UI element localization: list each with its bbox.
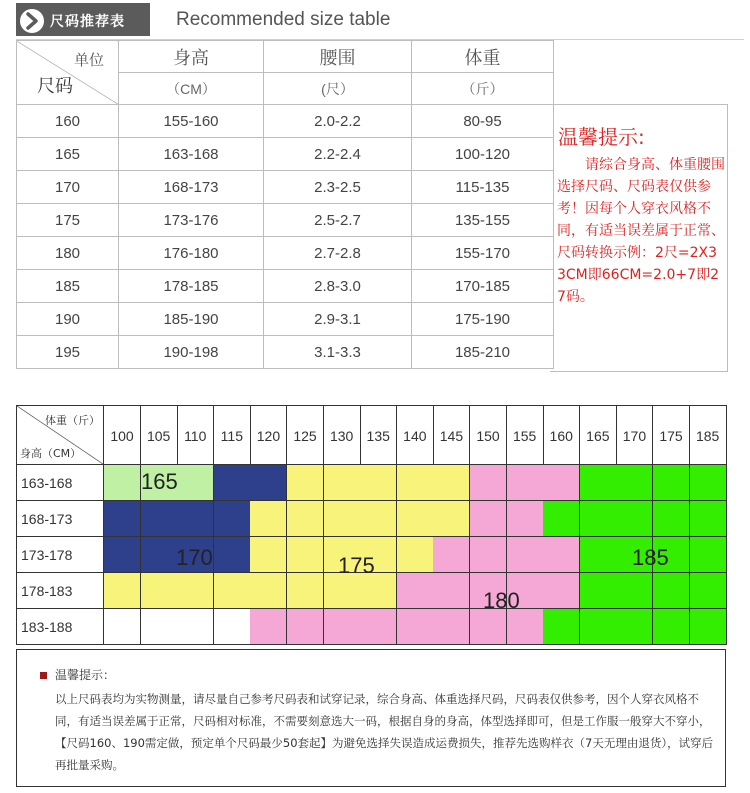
cell-height: 155-160 — [119, 105, 264, 138]
grid-cell — [397, 465, 434, 501]
cell-weight: 100-120 — [412, 138, 554, 171]
weight-header-cell: 110 — [177, 405, 214, 465]
cell-weight: 135-155 — [412, 204, 554, 237]
grid-cell — [507, 465, 544, 501]
grid-cell — [690, 465, 727, 501]
size-table-body — [17, 105, 554, 369]
height-row-label: 173-178 — [16, 537, 104, 573]
table-row — [17, 237, 554, 270]
cell-size: 170 — [17, 171, 119, 204]
grid-cell — [580, 501, 617, 537]
weight-header-cell: 130 — [324, 405, 361, 465]
grid-cell — [690, 609, 727, 645]
cell-weight: 175-190 — [412, 303, 554, 336]
height-row-label: 168-173 — [16, 501, 104, 537]
grid-cell — [616, 501, 653, 537]
grid-cell — [507, 537, 544, 573]
size-table-corner — [17, 41, 119, 105]
weight-header-cell: 155 — [507, 405, 544, 465]
header-tab — [16, 3, 150, 36]
table-row — [17, 171, 554, 204]
cell-size: 190 — [17, 303, 119, 336]
page-header — [16, 3, 744, 40]
weight-header-cell: 115 — [214, 405, 251, 465]
grid-cell — [580, 465, 617, 501]
grid-cell — [580, 537, 617, 573]
column-header-waist: 腰围 — [264, 41, 412, 73]
height-row-label: 183-188 — [16, 609, 104, 645]
zone-label: 170 — [176, 545, 213, 570]
cell-waist: 2.9-3.1 — [264, 303, 412, 336]
grid-cell — [104, 609, 141, 645]
grid-cell — [433, 573, 470, 609]
cell-size: 185 — [17, 270, 119, 303]
grid-cell — [616, 609, 653, 645]
grid-cell — [324, 609, 361, 645]
table-row — [17, 204, 554, 237]
size-table — [16, 40, 554, 369]
grid-cell — [433, 609, 470, 645]
tips-box — [550, 104, 728, 372]
note-title: 温馨提示： — [55, 668, 116, 682]
grid-cell — [360, 465, 397, 501]
grid-cell — [177, 501, 214, 537]
grid-cell — [177, 573, 214, 609]
cell-weight: 115-135 — [412, 171, 554, 204]
weight-header-cell: 185 — [690, 405, 727, 465]
grid-cell — [250, 573, 287, 609]
header-tab-label: 尺码推荐表 — [50, 14, 125, 30]
grid-weight-axis-label: 体重（斤） — [45, 414, 100, 427]
grid-cell — [397, 537, 434, 573]
table-row — [17, 303, 554, 336]
grid-cell — [653, 609, 690, 645]
cell-height: 173-176 — [119, 204, 264, 237]
size-grid — [16, 405, 726, 649]
grid-cell — [433, 501, 470, 537]
cell-height: 190-198 — [119, 336, 264, 369]
column-unit-weight: （斤） — [412, 73, 554, 105]
grid-cell — [360, 501, 397, 537]
grid-cell — [141, 501, 178, 537]
grid-cell — [287, 609, 324, 645]
grid-cell — [397, 609, 434, 645]
zone-label: 175 — [338, 553, 375, 578]
grid-cell — [250, 465, 287, 501]
weight-header-cell: 175 — [653, 405, 690, 465]
weight-header-cell: 100 — [104, 405, 141, 465]
cell-height: 163-168 — [119, 138, 264, 171]
zone-label: 180 — [483, 588, 520, 613]
cell-weight: 185-210 — [412, 336, 554, 369]
weight-header-cell: 105 — [141, 405, 178, 465]
page-title: Recommended size table — [176, 9, 391, 30]
grid-cell — [214, 537, 251, 573]
grid-cell — [250, 501, 287, 537]
grid-corner — [16, 405, 104, 465]
grid-cell — [214, 465, 251, 501]
weight-header-cell: 135 — [360, 405, 397, 465]
cell-waist: 2.2-2.4 — [264, 138, 412, 171]
tips-text: 请综合身高、体重腰围选择尺码、尺码表仅供参考！因每个人穿衣风格不同，有适当误差属于正常、尺码转换示例：2尺=2X33CM即66CM=2.0+7即27码。 — [557, 157, 725, 305]
cell-waist: 2.7-2.8 — [264, 237, 412, 270]
weight-header-cell: 125 — [287, 405, 324, 465]
grid-cell — [104, 573, 141, 609]
zone-label: 165 — [141, 469, 178, 494]
cell-height: 185-190 — [119, 303, 264, 336]
grid-cell — [580, 573, 617, 609]
grid-cell — [250, 537, 287, 573]
grid-cell — [433, 465, 470, 501]
cell-size: 175 — [17, 204, 119, 237]
grid-cell — [214, 501, 251, 537]
grid-cell — [324, 501, 361, 537]
grid-cell — [507, 501, 544, 537]
grid-cell — [543, 537, 580, 573]
grid-cell — [543, 573, 580, 609]
height-row-label: 178-183 — [16, 573, 104, 609]
cell-size: 195 — [17, 336, 119, 369]
grid-cell — [470, 609, 507, 645]
grid-cell — [214, 573, 251, 609]
grid-cell — [177, 465, 214, 501]
grid-cell — [690, 573, 727, 609]
cell-waist: 3.1-3.3 — [264, 336, 412, 369]
cell-size: 165 — [17, 138, 119, 171]
note-body: 以上尺码表均为实物测量，请尽量自己参考尺码表和试穿记录，综合身高、体重选择尺码，尺码表仅供参考，因个人穿衣风格不同，有适当误差属于正常，尺码相对标准，不需要刻意选大一码，根据自身的身高，体型选择即可，但是工作服一般穿大不穿小，【尺码160、190需定做，预定单个尺码最少50套起】为避免选择失误造成运费损失，推荐先选购样衣（7天无理由退货），试穿后再批量采购。 — [55, 692, 714, 772]
grid-cell — [104, 537, 141, 573]
corner-unit-label: 单位 — [73, 52, 104, 69]
cell-waist: 2.8-3.0 — [264, 270, 412, 303]
grid-cell — [250, 609, 287, 645]
arrow-right-icon — [20, 9, 44, 33]
height-row-label: 163-168 — [16, 465, 104, 501]
note-box — [16, 649, 726, 787]
grid-cell — [543, 609, 580, 645]
weight-header-cell: 120 — [250, 405, 287, 465]
grid-cell — [397, 573, 434, 609]
grid-cell — [287, 465, 324, 501]
cell-height: 176-180 — [119, 237, 264, 270]
tips-title: 温馨提示: — [558, 125, 645, 149]
weight-header-cell: 150 — [470, 405, 507, 465]
grid-cell — [287, 537, 324, 573]
cell-waist: 2.5-2.7 — [264, 204, 412, 237]
cell-waist: 2.0-2.2 — [264, 105, 412, 138]
grid-cell — [616, 465, 653, 501]
weight-header-cell: 140 — [397, 405, 434, 465]
cell-height: 168-173 — [119, 171, 264, 204]
corner-size-label: 尺码 — [37, 76, 73, 96]
cell-weight: 80-95 — [412, 105, 554, 138]
cell-waist: 2.3-2.5 — [264, 171, 412, 204]
cell-size: 160 — [17, 105, 119, 138]
grid-cell — [543, 501, 580, 537]
grid-cell — [141, 573, 178, 609]
column-unit-waist: (尺） — [264, 73, 412, 105]
grid-cell — [104, 465, 141, 501]
grid-cell — [324, 465, 361, 501]
weight-header-cell: 165 — [580, 405, 617, 465]
grid-cell — [653, 573, 690, 609]
grid-cell — [141, 609, 178, 645]
table-row — [17, 336, 554, 369]
table-row — [17, 270, 554, 303]
grid-cell — [360, 609, 397, 645]
table-row — [17, 138, 554, 171]
cell-size: 180 — [17, 237, 119, 270]
grid-cell — [690, 501, 727, 537]
grid-cell — [397, 501, 434, 537]
grid-cell — [433, 537, 470, 573]
weight-header-cell: 170 — [616, 405, 653, 465]
grid-cell — [214, 609, 251, 645]
bullet-icon — [40, 672, 47, 679]
column-header-weight: 体重 — [412, 41, 554, 73]
grid-cell — [141, 537, 178, 573]
grid-cell — [470, 537, 507, 573]
cell-weight: 155-170 — [412, 237, 554, 270]
grid-cell — [470, 501, 507, 537]
column-header-height: 身高 — [119, 41, 264, 73]
weight-header-cell: 160 — [543, 405, 580, 465]
cell-weight: 170-185 — [412, 270, 554, 303]
zone-label: 185 — [632, 545, 669, 570]
grid-cell — [104, 501, 141, 537]
grid-cell — [690, 537, 727, 573]
grid-cell — [287, 573, 324, 609]
table-row — [17, 105, 554, 138]
grid-cell — [616, 573, 653, 609]
grid-cell — [543, 465, 580, 501]
grid-cell — [580, 609, 617, 645]
grid-cell — [507, 609, 544, 645]
grid-cell — [287, 501, 324, 537]
cell-height: 178-185 — [119, 270, 264, 303]
grid-cell — [653, 501, 690, 537]
weight-header-cell: 145 — [433, 405, 470, 465]
grid-cell — [653, 465, 690, 501]
grid-height-axis-label: 身高（CM） — [20, 447, 82, 460]
column-unit-height: （CM） — [119, 73, 264, 105]
grid-cell — [470, 465, 507, 501]
grid-cell — [177, 609, 214, 645]
